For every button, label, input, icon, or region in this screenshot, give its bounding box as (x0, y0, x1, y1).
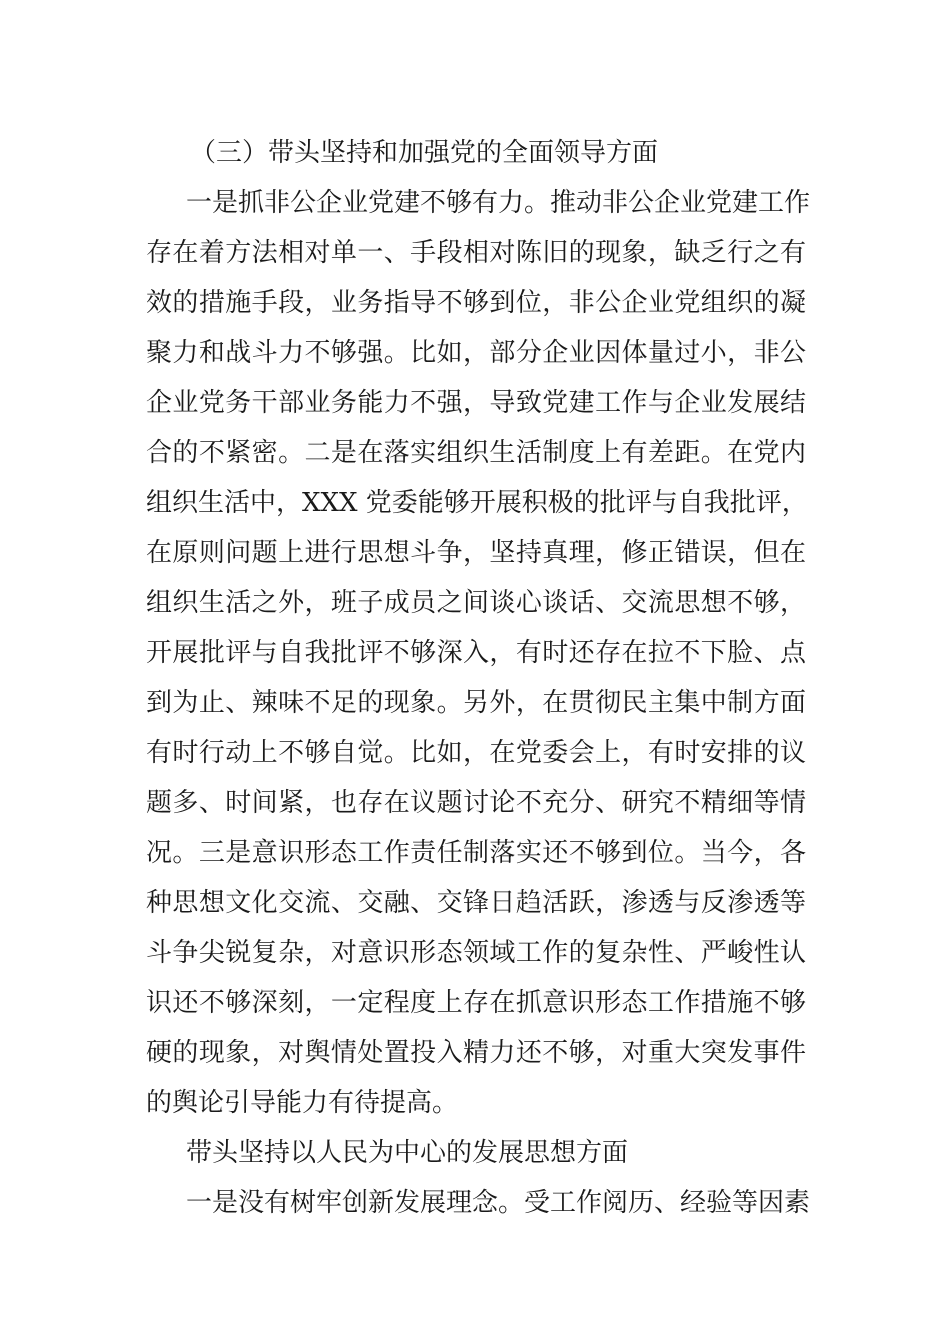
paragraph-line: 斗争尖锐复杂，对意识形态领域工作的复杂性、严峻性认 (146, 938, 806, 968)
paragraph-line: 组织生活中，XXX 党委能够开展积极的批评与自我批评， (146, 488, 808, 518)
paragraph-line: 组织生活之外，班子成员之间谈心谈话、交流思想不够， (146, 588, 806, 618)
paragraph-line: 效的措施手段，业务指导不够到位，非公企业党组织的凝 (146, 288, 806, 318)
paragraph-line: 硬的现象，对舆情处置投入精力还不够，对重大突发事件 (146, 1038, 806, 1068)
paragraph-line: 种思想文化交流、交融、交锋日趋活跃，渗透与反渗透等 (146, 888, 806, 918)
section-heading-people-centered: 带头坚持以人民为中心的发展思想方面 (186, 1138, 629, 1168)
paragraph-line: 到为止、辣味不足的现象。另外，在贯彻民主集中制方面 (146, 688, 806, 718)
paragraph-party-leadership (146, 178, 811, 1128)
paragraph-line: 一是没有树牢创新发展理念。受工作阅历、经验等因素 (186, 1188, 811, 1218)
paragraph-line: 识还不够深刻，一定程度上存在抓意识形态工作措施不够 (146, 988, 806, 1018)
paragraph-line: 况。三是意识形态工作责任制落实还不够到位。当今，各 (146, 838, 806, 868)
paragraph-line: 存在着方法相对单一、手段相对陈旧的现象，缺乏行之有 (146, 238, 806, 268)
paragraph-line: 企业党务干部业务能力不强，导致党建工作与企业发展结 (146, 388, 806, 418)
section-heading-3: （三）带头坚持和加强党的全面领导方面 (190, 138, 659, 168)
paragraph-line: 合的不紧密。二是在落实组织生活制度上有差距。在党内 (146, 438, 806, 468)
document-body (146, 128, 811, 1228)
paragraph-line: 题多、时间紧，也存在议题讨论不充分、研究不精细等情 (146, 788, 806, 818)
paragraph-line: 的舆论引导能力有待提高。 (146, 1088, 459, 1118)
paragraph-line: 有时行动上不够自觉。比如，在党委会上，有时安排的议 (146, 738, 806, 768)
paragraph-innovation (146, 1178, 811, 1228)
paragraph-line: 一是抓非公企业党建不够有力。推动非公企业党建工作 (186, 188, 811, 218)
paragraph-line: 在原则问题上进行思想斗争，坚持真理，修正错误，但在 (146, 538, 806, 568)
paragraph-line: 开展批评与自我批评不够深入，有时还存在拉不下脸、点 (146, 638, 806, 668)
paragraph-line: 聚力和战斗力不够强。比如，部分企业因体量过小，非公 (146, 338, 806, 368)
